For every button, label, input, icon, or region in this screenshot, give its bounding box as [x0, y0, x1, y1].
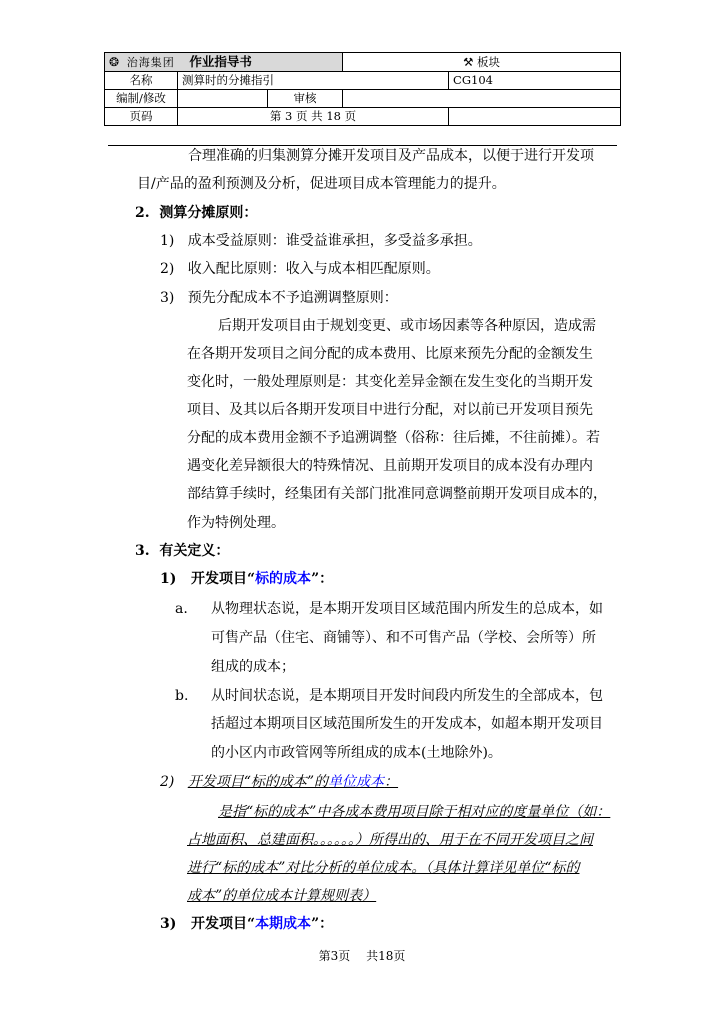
- term-highlight: 本期成本: [255, 916, 312, 932]
- footer-total: 共18页: [366, 949, 406, 963]
- term-suffix: ”：: [311, 571, 334, 587]
- review-value: [343, 90, 621, 108]
- sub-item-line: 的小区内市政管网等所组成的成本(土地除外)。: [211, 745, 502, 761]
- sub-item-line: 可售产品（住宅、商铺等）、和不可售产品（学校、会所等）所: [211, 630, 596, 646]
- term-prefix: 开发项目“: [191, 916, 256, 932]
- header-row-page: [105, 108, 621, 126]
- section-title: 有关定义：: [159, 543, 230, 559]
- paragraph-line: 遇变化差异额很大的特殊情况、且前期开发项目的成本没有办理内: [187, 458, 593, 474]
- sub-item-line: 从物理状态说，是本期开发项目区域范围内所发生的总成本，如: [211, 601, 603, 617]
- paragraph-line: 部结算手续时，经集团有关部门批准同意调整前期开发项目成本的，: [187, 486, 607, 502]
- definition-1-heading: [160, 566, 333, 592]
- name-value: 测算时的分摊指引: [178, 72, 449, 90]
- body-line: 目/产品的盈利预测及分析，促进项目成本管理能力的提升。: [137, 176, 506, 192]
- paragraph-line: 变化时，一般处理原则是：其变化差异金额在发生变化的当期开发: [187, 374, 593, 390]
- definition-2-text: [188, 774, 398, 790]
- module-label: 板块: [477, 54, 501, 69]
- list-item: [160, 256, 440, 282]
- italic-paragraph-line: 占地面积、总建面积。。。。。。）所得出的、用于在不同开发项目之间: [187, 832, 593, 848]
- italic-paragraph-line: 是指“标的成本”中各成本费用项目除于相对应的度量单位（如：: [218, 804, 611, 820]
- section-3-heading: [135, 538, 229, 564]
- definition-2-heading: [160, 769, 398, 795]
- item-number: 2): [160, 774, 175, 790]
- leaf-tag-icon: ❂: [109, 55, 120, 69]
- section-title: 测算分摊原则：: [159, 205, 258, 221]
- list-item: [160, 285, 398, 311]
- page-blank: [449, 108, 621, 126]
- review-label: 审核: [268, 90, 343, 108]
- item-text: 收入配比原则：收入与成本相匹配原则。: [187, 261, 440, 277]
- header-row-edit: [105, 90, 621, 108]
- term-suffix: ”：: [311, 916, 334, 932]
- term-prefix: 开发项目“标的成本”的: [187, 774, 329, 790]
- sub-item-line: 括超过本期项目区域范围所发生的开发成本，如超本期开发项目: [211, 716, 603, 732]
- sub-item-a-mark: a.: [175, 601, 188, 617]
- page-value: 第 3 页 共 18 页: [178, 108, 449, 126]
- page-footer: [0, 947, 724, 964]
- body-line: 合理准确的归集测算分摊开发项目及产品成本，以便于进行开发项: [188, 148, 594, 164]
- page-label: 页码: [105, 108, 178, 126]
- item-number: 3): [160, 916, 177, 932]
- term-prefix: 开发项目“: [191, 571, 256, 587]
- paragraph-line: 作为特例处理。: [187, 515, 285, 531]
- name-label: 名称: [105, 72, 178, 90]
- term-highlight: 标的成本: [255, 571, 312, 587]
- definition-3-heading: [160, 911, 333, 937]
- italic-paragraph-line: 进行“标的成本”对比分析的单位成本。（具体计算详见单位“标的: [187, 860, 580, 876]
- edit-label: 编制/修改: [105, 90, 178, 108]
- sub-item-line: 从时间状态说，是本期项目开发时间段内所发生的全部成本，包: [211, 688, 603, 704]
- item-number: 1): [160, 233, 175, 249]
- module-cell: [343, 53, 621, 72]
- sub-item-b-mark: b.: [175, 688, 189, 704]
- header-row-name: [105, 72, 621, 90]
- footer-page: 第3页: [318, 949, 351, 963]
- sub-item-line: 组成的成本；: [211, 659, 295, 675]
- wrench-icon: ⚒: [463, 54, 474, 69]
- paragraph-line: 后期开发项目由于规划变更、或市场因素等各种原因，造成需: [218, 318, 596, 334]
- item-number: 1): [160, 571, 177, 587]
- header-row-title: [105, 53, 621, 72]
- paragraph-line: 在各期开发项目之间分配的成本费用、比原来预先分配的金额发生: [187, 346, 593, 362]
- section-2-heading: [135, 200, 257, 226]
- company-logo-cell: [105, 53, 343, 72]
- document-header-table: [104, 52, 621, 126]
- section-number: 3.: [135, 543, 150, 559]
- term-highlight: 单位成本: [328, 774, 385, 790]
- document-type: 作业指导书: [189, 54, 252, 69]
- italic-paragraph-line: 成本”的单位成本计算规则表）: [187, 888, 377, 904]
- list-item: [160, 228, 482, 254]
- section-number: 2.: [135, 205, 150, 221]
- item-number: 2): [160, 261, 175, 277]
- paragraph-line: 分配的成本费用金额不予追溯调整（俗称：往后摊，不往前摊）。若: [187, 430, 600, 446]
- item-text: 预先分配成本不予追溯调整原则：: [187, 290, 398, 306]
- term-suffix: ：: [384, 774, 399, 790]
- item-number: 3): [160, 290, 175, 306]
- item-text: 成本受益原则：谁受益谁承担，多受益多承担。: [187, 233, 482, 249]
- document-code: CG104: [449, 72, 621, 90]
- edit-value: [178, 90, 268, 108]
- paragraph-line: 项目、及其以后各期开发项目中进行分配，对以前已开发项目预先: [187, 402, 593, 418]
- company-name: 治海集团: [126, 56, 175, 69]
